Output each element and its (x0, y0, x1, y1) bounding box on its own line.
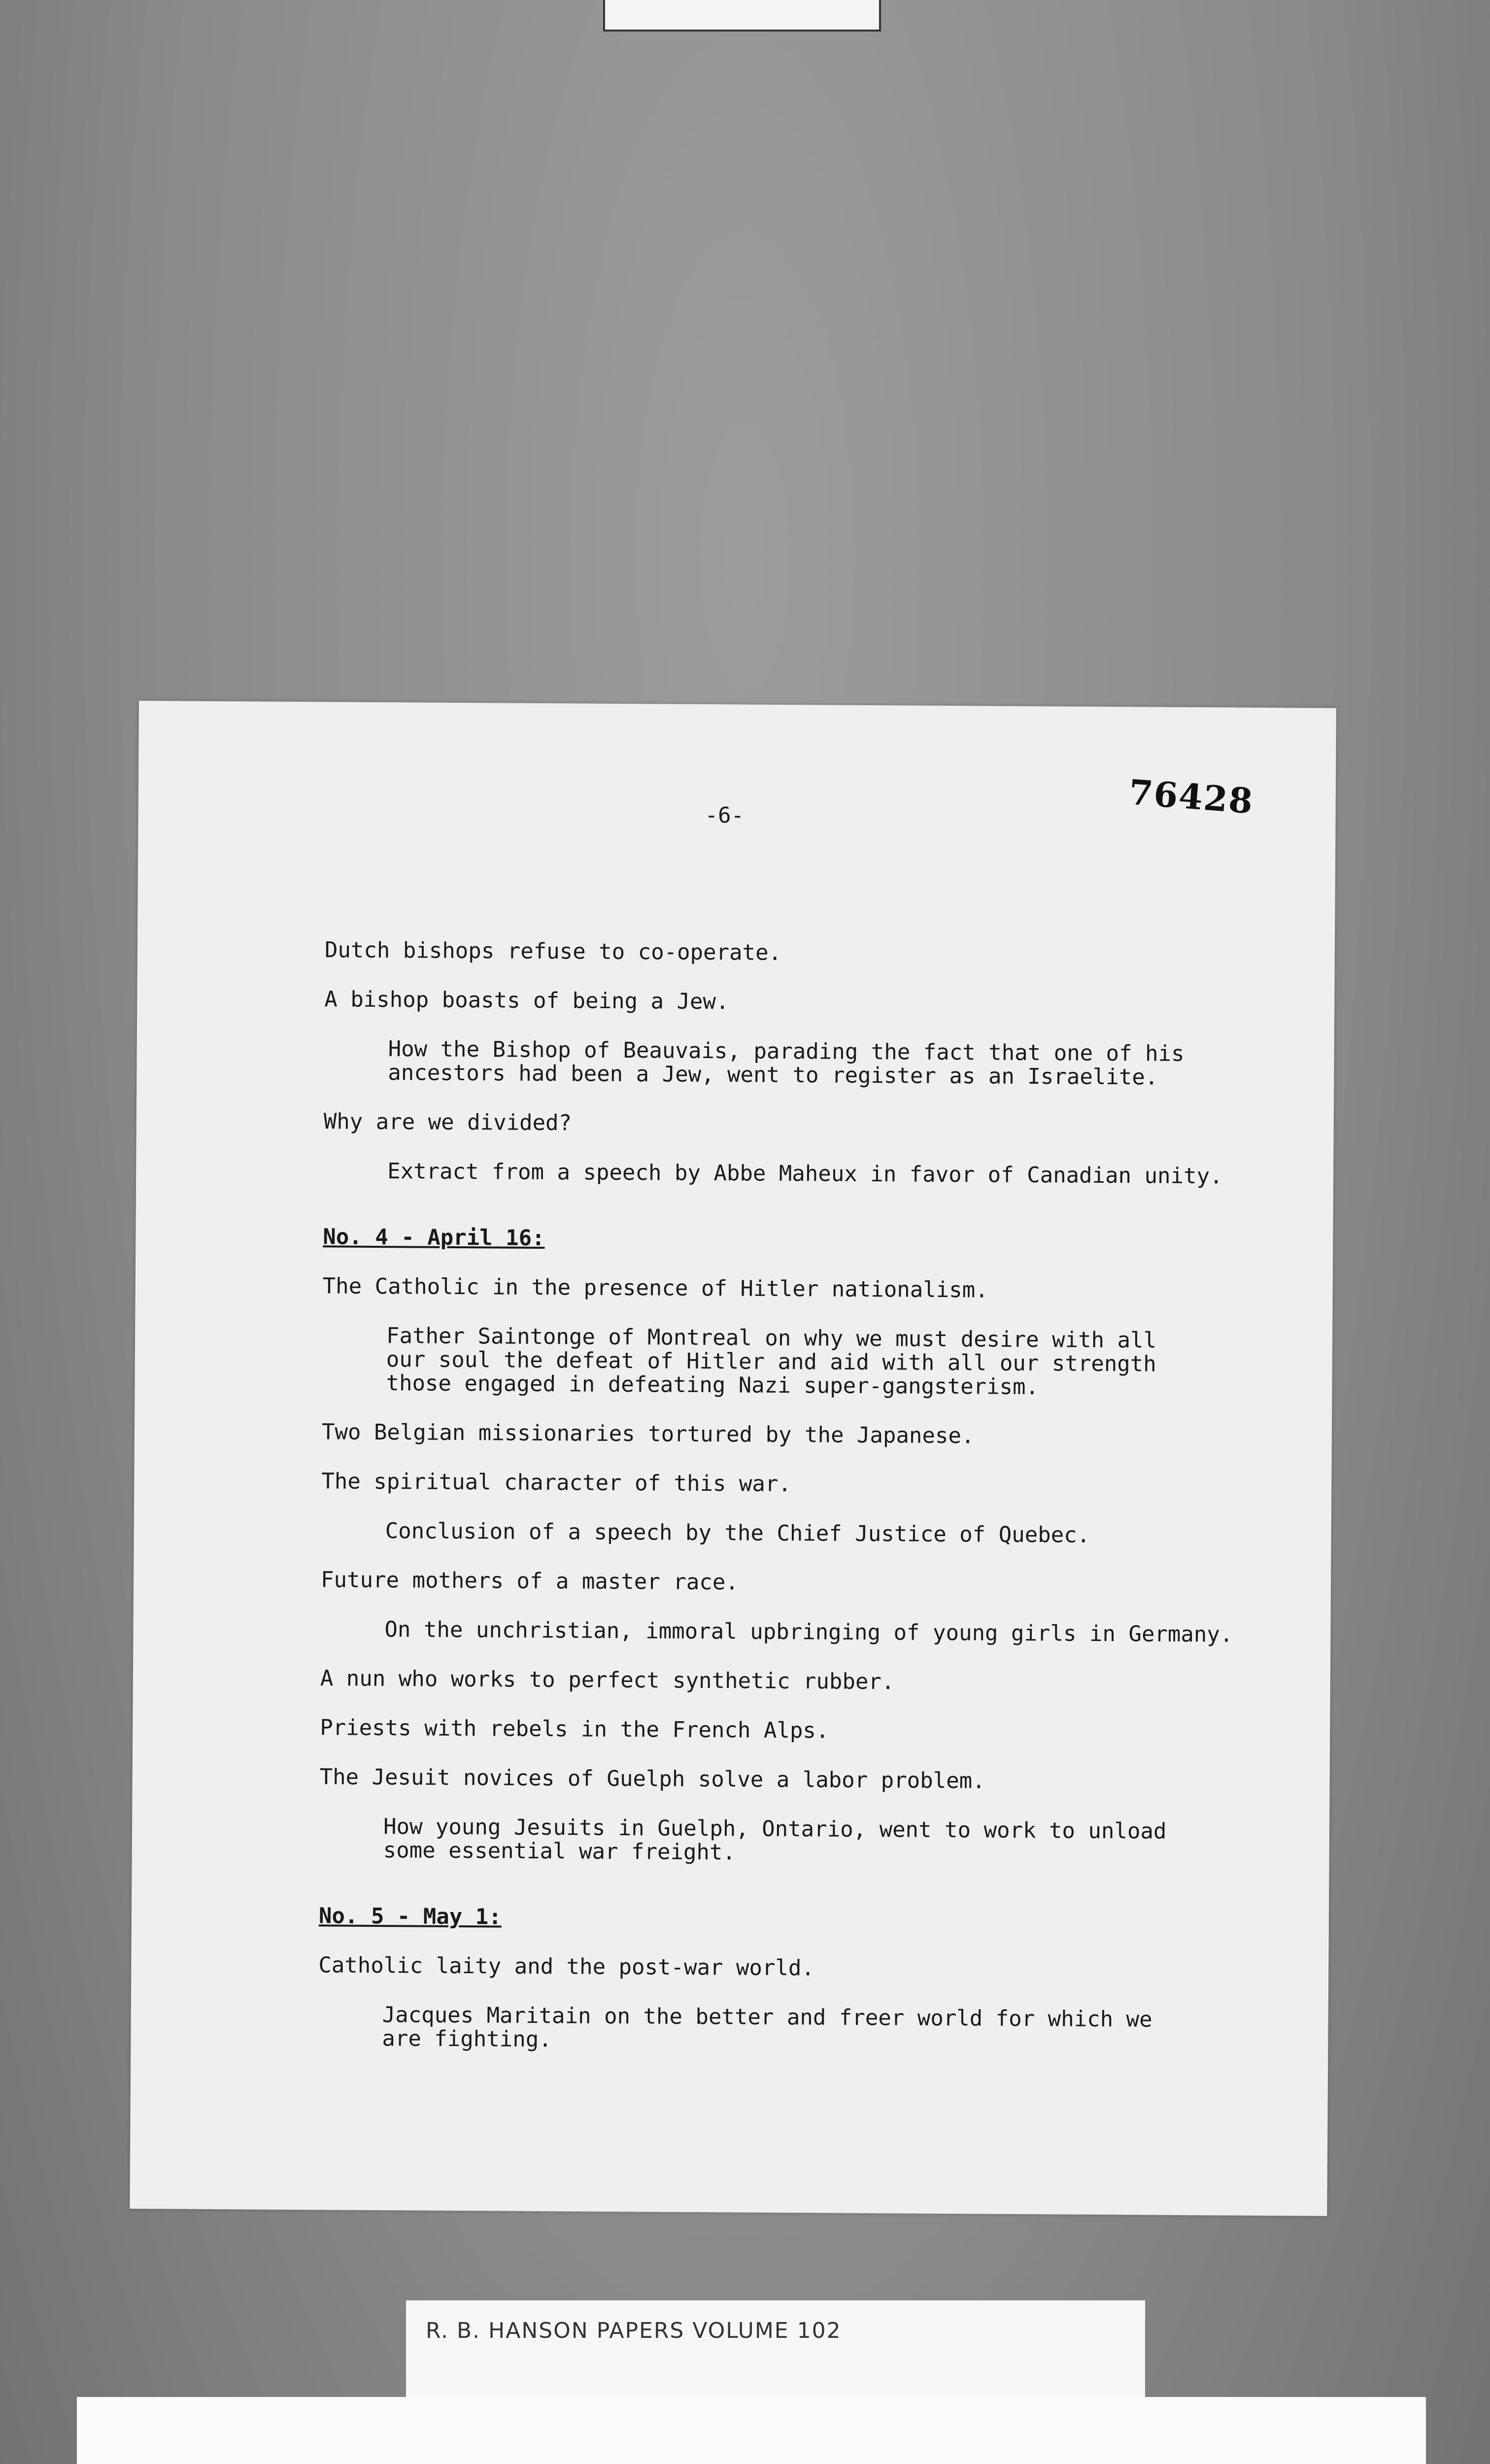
entry-title: Two Belgian missionaries tortured by the Japanese. (321, 1419, 975, 1449)
entry-description: How the Bishop of Beauvais, parading the fact that one of his ancestors had been a Jew, went to register as an Israelite. (388, 1036, 1185, 1090)
document-id-stamp: 76428 (1127, 771, 1255, 822)
section-heading: No. 5 - May 1: (318, 1903, 502, 1930)
archive-stamp-card (77, 2397, 1426, 2464)
entry-title: Future mothers of a master race. (320, 1567, 739, 1595)
archive-label-strip (406, 2300, 1145, 2399)
entry-title: The spiritual character of this war. (321, 1469, 792, 1497)
section-heading: No. 4 - April 16: (323, 1224, 545, 1251)
entry-title: Why are we divided? (323, 1109, 572, 1136)
entry-description: On the unchristian, immoral upbringing of young girls in Germany. (384, 1617, 1233, 1647)
archive-label: R. B. HANSON PAPERS VOLUME 102 (426, 2318, 842, 2343)
entry-title: The Catholic in the presence of Hitler nationalism. (322, 1273, 988, 1303)
entry-title: A bishop boasts of being a Jew. (324, 987, 729, 1015)
page-number: -6- (705, 803, 745, 828)
entry-description: How young Jesuits in Guelph, Ontario, went to work to unload some essential war freight. (383, 1814, 1167, 1865)
top-clip-tab (603, 0, 881, 32)
document-body (318, 938, 1300, 2082)
entry-title: Dutch bishops refuse to co-operate. (324, 937, 782, 965)
entry-title: The Jesuit novices of Guelph solve a labor problem. (319, 1764, 985, 1794)
entry-title: Catholic laity and the post-war world. (318, 1952, 815, 1981)
entry-title: A nun who works to perfect synthetic rubber. (320, 1666, 895, 1695)
document-page (130, 701, 1336, 2216)
entry-description: Conclusion of a speech by the Chief Justice of Quebec. (385, 1518, 1090, 1548)
entry-title: Priests with rebels in the French Alps. (320, 1715, 829, 1744)
entry-description: Father Saintonge of Montreal on why we must desire with all our soul the defeat of Hitler and aid with all our strength those engaged in defeating Nazi super-gangsterism. (386, 1323, 1157, 1400)
entry-description: Extract from a speech by Abbe Maheux in favor of Canadian unity. (387, 1159, 1223, 1189)
entry-description: Jacques Maritain on the better and freer world for which we are fighting. (382, 2002, 1152, 2053)
